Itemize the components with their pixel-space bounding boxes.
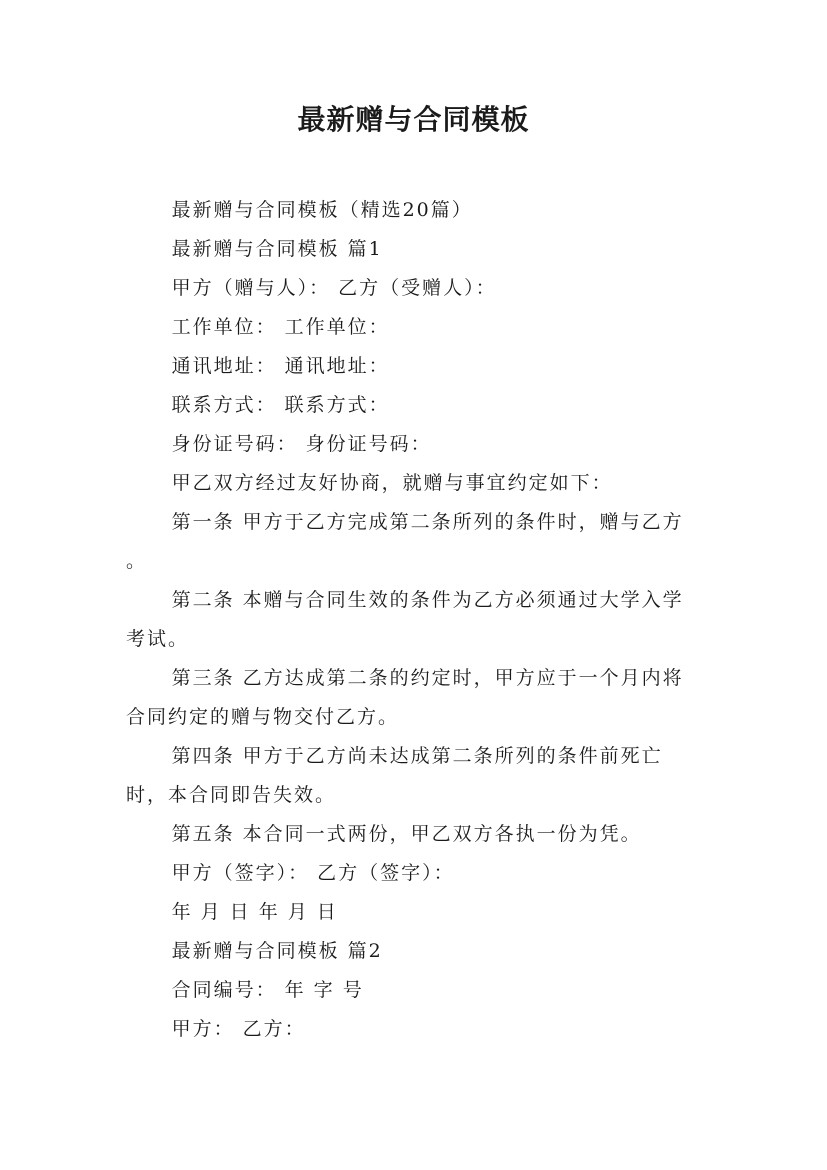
clause-2: 第二条 本赠与合同生效的条件为乙方必须通过大学入学考试。 — [126, 589, 684, 650]
party-short-line: 甲方： 乙方： — [171, 1018, 306, 1040]
address-line: 通讯地址： 通讯地址： — [171, 355, 390, 377]
clause-4: 第四条 甲方于乙方尚未达成第二条所列的条件前死亡时，本合同即告失效。 — [126, 745, 663, 806]
date-line: 年 月 日 年 月 日 — [171, 901, 338, 923]
clause-3: 第三条 乙方达成第二条的约定时，甲方应于一个月内将合同约定的赠与物交付乙方。 — [126, 667, 684, 728]
document-title: 最新赠与合同模板 — [297, 103, 530, 136]
id-number-line: 身份证号码： 身份证号码： — [171, 433, 432, 455]
contact-line: 联系方式： 联系方式： — [171, 394, 390, 416]
party-line: 甲方（赠与人）： 乙方（受赠人）： — [171, 277, 497, 299]
document-body — [126, 191, 704, 1049]
section-heading-1: 最新赠与合同模板 篇1 — [171, 238, 383, 260]
section-heading-2: 最新赠与合同模板 篇2 — [171, 940, 383, 962]
work-unit-line: 工作单位： 工作单位： — [171, 316, 390, 338]
contract-number-line: 合同编号： 年 字 号 — [171, 979, 364, 1001]
clause-5: 第五条 本合同一式两份，甲乙双方各执一份为凭。 — [171, 823, 642, 845]
agreement-intro: 甲乙双方经过友好协商，就赠与事宜约定如下： — [171, 472, 613, 494]
clause-1: 第一条 甲方于乙方完成第二条所列的条件时，赠与乙方 。 — [126, 511, 684, 572]
doc-subtitle: 最新赠与合同模板（精选20篇） — [171, 199, 473, 221]
signature-line: 甲方（签字）： 乙方（签字）： — [171, 862, 455, 884]
